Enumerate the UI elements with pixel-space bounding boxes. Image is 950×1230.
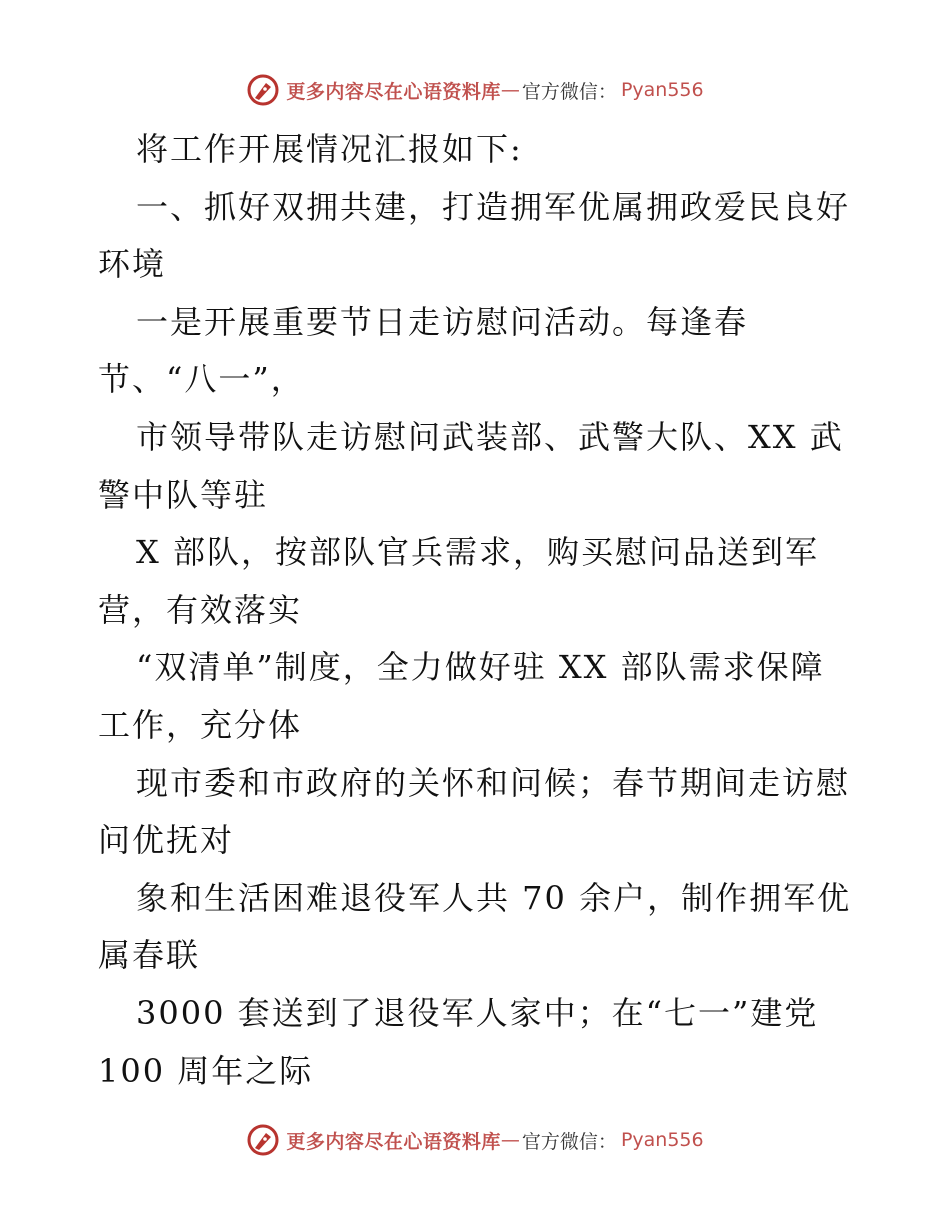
body-line: 一、抓好双拥共建，打造拥军优属拥政爱民良好 [136,187,851,226]
watermark-colon: ： [597,1130,617,1153]
watermark-colon: ： [597,80,617,103]
body-line: 象和生活困难退役军人共 70 余户，制作拥军优 [136,878,852,917]
body-line: 市领导带队走访慰问武装部、武警大队、XX 武 [136,417,844,456]
body-line: 营，有效落实 [98,590,303,629]
body-line: 节、“八一”， [98,360,305,399]
body-line: 警中队等驻 [98,475,269,514]
body-line: 现市委和市政府的关怀和问候；春节期间走访慰 [136,763,851,802]
body-line: 将工作开展情况汇报如下: [136,130,523,168]
watermark-text: 更多内容尽在心语资料库 [286,1130,501,1153]
watermark-dash: — [500,1129,520,1151]
body-line: 问优抚对 [98,821,235,860]
document-body [98,121,858,1100]
watermark-wechat-id: Pyan556 [620,79,704,101]
body-line: 一是开展重要节日走访慰问活动。每逢春 [136,302,749,341]
body-line: X 部队，按部队官兵需求，购买慰问品送到军 [136,533,819,572]
body-line: 环境 [98,245,167,284]
pen-nib-circle-icon [246,73,280,107]
watermark-wechat-label: 官方微信 [521,1130,598,1153]
body-line: 工作，充分体 [98,705,303,744]
watermark-wechat-id: Pyan556 [620,1129,704,1151]
pen-nib-circle-icon [246,1123,280,1157]
footer-watermark [0,1120,950,1160]
body-line: 3000 套送到了退役军人家中；在“七一”建党 [136,993,819,1032]
body-line: 属春联 [98,936,201,975]
watermark-text: 更多内容尽在心语资料库 [286,80,501,103]
watermark-wechat-label: 官方微信 [521,80,598,103]
watermark-dash: — [500,79,520,101]
body-line: 100 周年之际 [98,1051,314,1090]
header-watermark [0,70,950,110]
body-line: “双清单”制度，全力做好驻 XX 部队需求保障 [136,648,825,687]
